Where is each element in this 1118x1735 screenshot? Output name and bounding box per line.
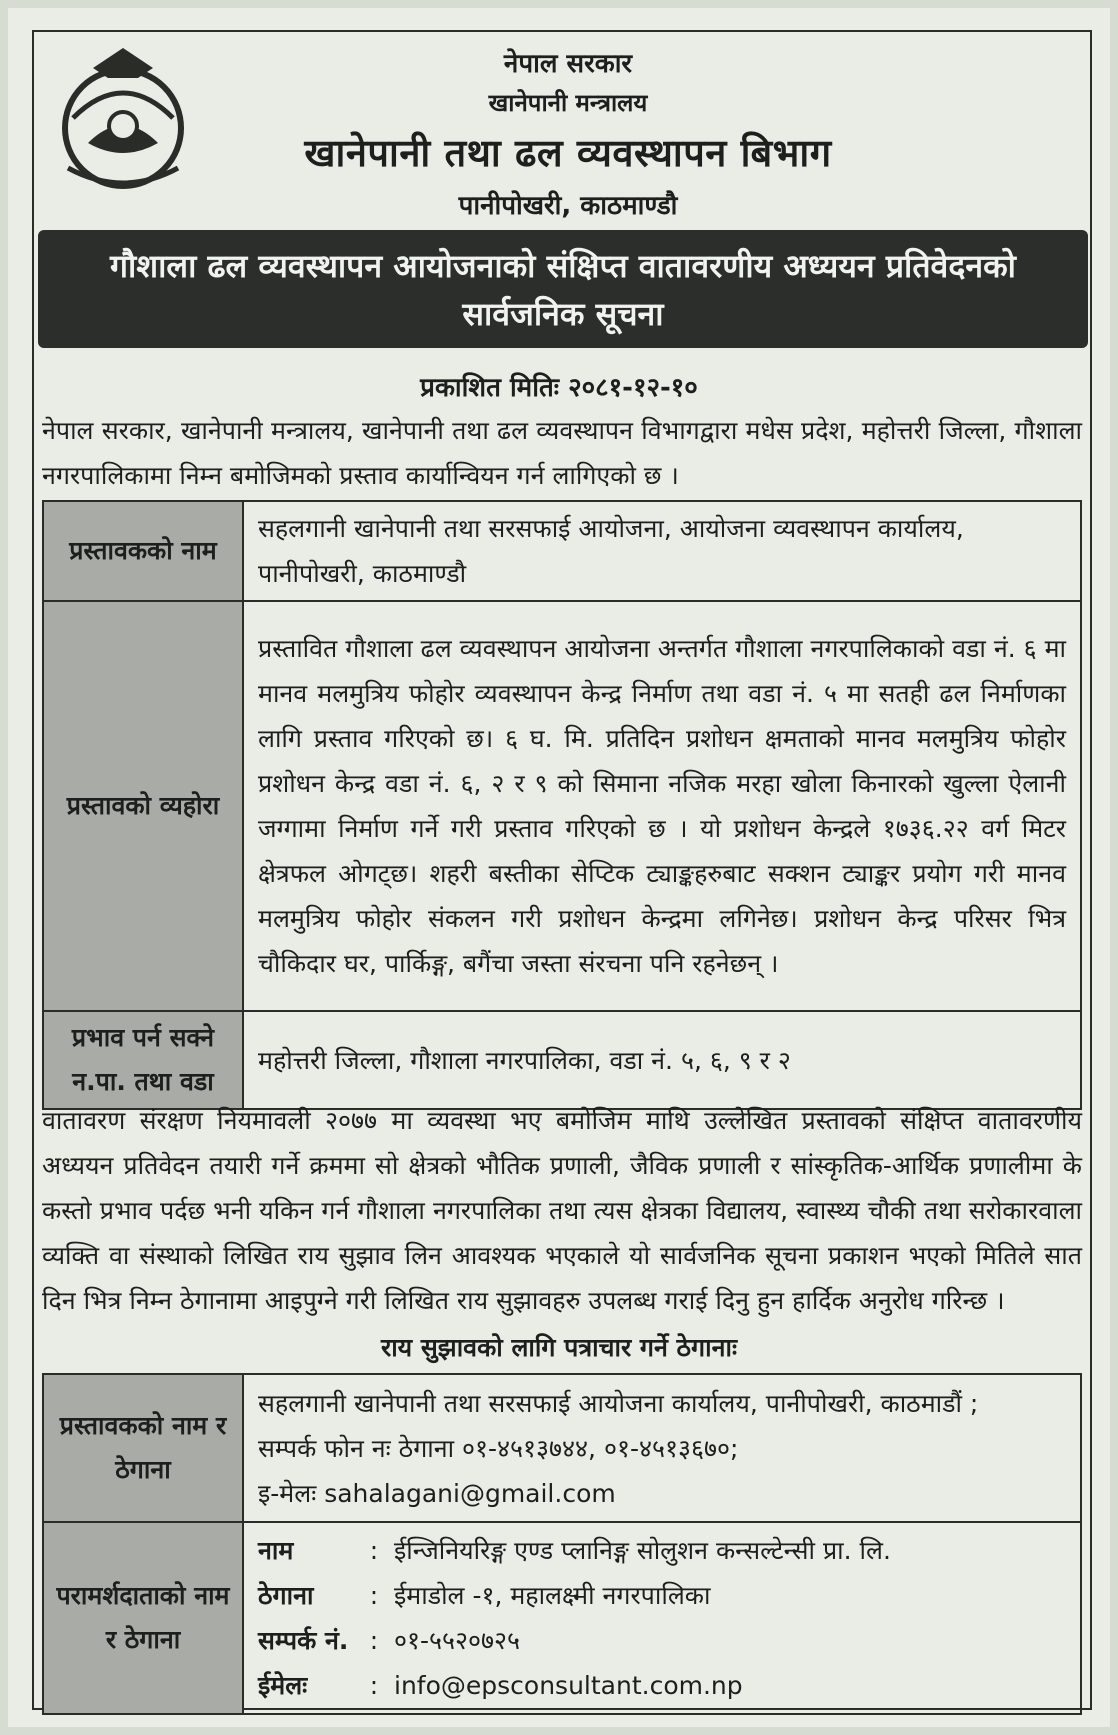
row-label: प्रभाव पर्न सक्ने न.पा. तथा वडा [43, 1011, 243, 1109]
consultant-name-row [258, 1528, 1066, 1573]
contact-heading: राय सुझावको लागि पत्राचार गर्ने ठेगानाः [380, 1333, 738, 1362]
banner-line-1: गौशाला ढल व्यवस्थापन आयोजनाको संक्षिप्त वातावरणीय अध्ययन प्रतिवेदनको [110, 247, 1016, 285]
field-key: नाम [258, 1536, 294, 1565]
notice-title-banner [38, 230, 1088, 348]
row-value: सहलगानी खानेपानी तथा सरसफाई आयोजना, आयोजना व्यवस्थापन कार्यालय, पानीपोखरी, काठमाण्डौ [243, 501, 1081, 601]
proponent-label: प्रस्तावकको नाम र ठेगाना [43, 1374, 243, 1522]
published-date: प्रकाशित मितिः २०८१-१२-१० [420, 373, 698, 403]
row-label: प्रस्तावकको नाम [43, 501, 243, 601]
field-key: ठेगाना [258, 1581, 314, 1610]
field-colon: : [369, 1536, 379, 1565]
field-colon: : [369, 1671, 379, 1700]
banner-line-2: सार्वजनिक सूचना [462, 295, 664, 333]
intro-paragraph: नेपाल सरकार, खानेपानी मन्त्रालय, खानेपानी तथा ढल व्यवस्थापन विभागद्वारा मधेस प्रदेश, महोत्तरी जिल्ला, गौशाला नगरपालिकामा निम्न बमोजिमको प्रस्ताव कार्यान्वियन गर्न लागिएको छ । [42, 416, 1082, 490]
field-value: ०१-५५२०७२५ [394, 1626, 521, 1655]
proponent-email: इ-मेलः sahalagani@gmail.com [258, 1478, 616, 1508]
notice-sheet [8, 8, 1110, 1727]
header-location: पानीपोखरी, काठमाण्डौ [458, 191, 678, 221]
consultant-phone-row [258, 1618, 1066, 1663]
field-key: सम्पर्क नं. [258, 1626, 349, 1655]
consultant-label: परामर्शदाताको नाम र ठेगाना [43, 1522, 243, 1714]
header-government: नेपाल सरकार [503, 49, 633, 79]
field-value: ईन्जिनियरिङ्ग एण्ड प्लानिङ्ग सोलुशन कन्सल्टेन्सी प्रा. लि. [394, 1536, 891, 1565]
field-value: ईमाडोल -१, महालक्ष्मी नगरपालिका [394, 1581, 711, 1610]
table-row [43, 1374, 1081, 1522]
consultant-email-row [258, 1663, 1066, 1708]
header-ministry: खानेपानी मन्त्रालय [488, 89, 648, 117]
field-colon: : [369, 1581, 379, 1610]
nepal-emblem-icon [48, 48, 198, 198]
consultant-details [243, 1522, 1081, 1714]
row-value: महोत्तरी जिल्ला, गौशाला नगरपालिका, वडा नं. ५, ६, ९ र २ [243, 1011, 1081, 1109]
proponent-details [243, 1374, 1081, 1522]
field-key: ईमेलः [258, 1671, 308, 1700]
consultant-address-row [258, 1573, 1066, 1618]
field-value: info@epsconsultant.com.np [394, 1671, 743, 1700]
table-row [43, 1522, 1081, 1714]
field-colon: : [369, 1626, 379, 1655]
header-department: खानेपानी तथा ढल व्यवस्थापन बिभाग [304, 131, 832, 175]
table-row [43, 501, 1081, 601]
table-row [43, 601, 1081, 1011]
contact-table [42, 1373, 1082, 1715]
row-value: प्रस्तावित गौशाला ढल व्यवस्थापन आयोजना अन्तर्गत गौशाला नगरपालिकाको वडा नं. ६ मा मानव मलमुत्रिय फोहोर व्यवस्थापन केन्द्र निर्माण तथा वडा नं. ५ मा सतही ढल निर्माणका लागि प्रस्ताव गरिएको छ। ६ घ. मि. प्रतिदिन प्रशोधन क्षमताको मानव मलमुत्रिय फोहोर प्रशोधन केन्द्र वडा नं. ६, २ र ९ को सिमाना नजिक मरहा खोला किनारको खुल्ला ऐलानी जग्गामा निर्माण गर्ने गरी प्रस्ताव गरिएको छ । यो प्रशोधन केन्द्रले १७३६.२२ वर्ग मिटर क्षेत्रफल ओगट्छ। शहरी बस्तीका सेप्टिक ट्याङ्कहरुबाट सक्शन ट्याङ्कर प्रयोग गरी मानव मलमुत्रिय फोहोर संकलन गरी प्रशोधन केन्द्रमा लगिनेछ। प्रशोधन केन्द्र परिसर भित्र चौकिदार घर, पार्किङ्ग, बगैंचा जस्ता संरचना पनि रहनेछन् । [243, 601, 1081, 1011]
proponent-office: सहलगानी खानेपानी तथा सरसफाई आयोजना कार्यालय, पानीपोखरी, काठमाडौं ; [258, 1388, 979, 1418]
proposal-table [42, 500, 1082, 1110]
body-paragraph: वातावरण संरक्षण नियमावली २०७७ मा व्यवस्था भए बमोजिम माथि उल्लेखित प्रस्तावको संक्षिप्त वातावरणीय अध्ययन प्रतिवेदन तयारी गर्ने क्रममा सो क्षेत्रको भौतिक प्रणाली, जैविक प्रणाली र सांस्कृतिक-आर्थिक प्रणालीमा के कस्तो प्रभाव पर्दछ भनी यकिन गर्न गौशाला नगरपालिका तथा त्यस क्षेत्रका विद्यालय, स्वास्थ्य चौकी तथा सरोकारवाला व्यक्ति वा संस्थाको लिखित राय सुझाव लिन आवश्यक भएकाले यो सार्वजनिक सूचना प्रकाशन भएको मितिले सात दिन भित्र निम्न ठेगानामा आइपुग्ने गरी लिखित राय सुझावहरु उपलब्ध गराई दिनु हुन हार्दिक अनुरोध गरिन्छ । [42, 1106, 1082, 1315]
proponent-phone: सम्पर्क फोन नः ठेगाना ०१-४५१३७४४, ०१-४५१३६७०; [258, 1433, 739, 1463]
table-row [43, 1011, 1081, 1109]
row-label: प्रस्तावको व्यहोरा [43, 601, 243, 1011]
